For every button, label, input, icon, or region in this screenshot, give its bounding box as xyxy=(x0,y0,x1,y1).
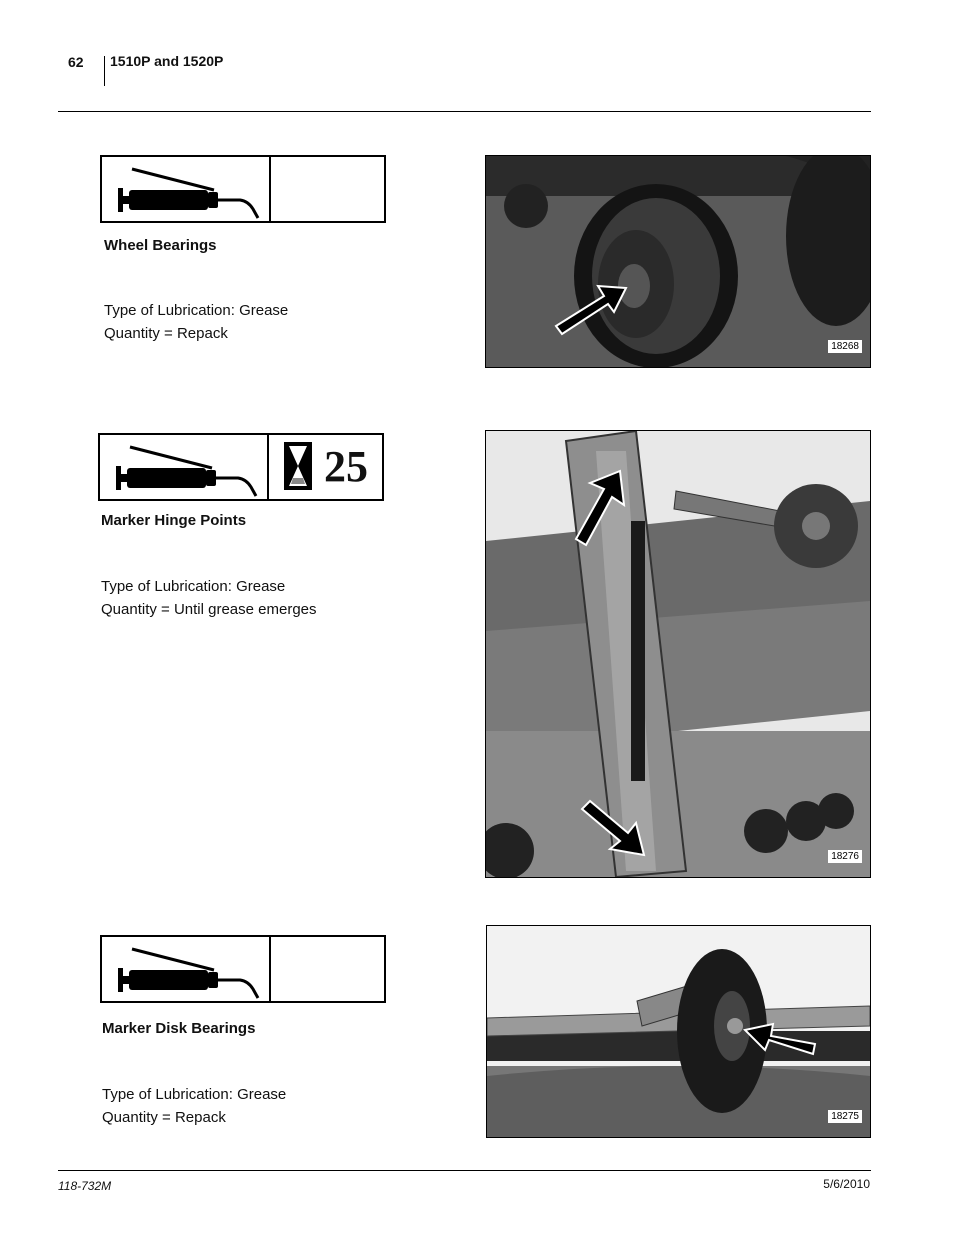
header-rule xyxy=(58,111,871,112)
section-title-marker-hinge-points: Marker Hinge Points xyxy=(101,512,247,529)
photo-marker-disk-bearings xyxy=(486,925,871,1138)
lube-icon-box-marker-disk-bearings xyxy=(100,935,386,1003)
photo-wheel-bearings xyxy=(485,155,871,368)
photo-marker-hinge-points xyxy=(485,430,871,878)
lubrication-type-marker-hinge-points: Type of Lubrication: Grease xyxy=(101,578,286,595)
quantity-marker-disk-bearings: Quantity = Repack xyxy=(102,1109,226,1126)
grease-gun-icon xyxy=(110,941,275,999)
publication-date: 5/6/2010 xyxy=(823,1177,870,1191)
lube-box-divider xyxy=(269,157,271,221)
section-title-wheel-bearings: Wheel Bearings xyxy=(104,237,217,254)
lubrication-type-wheel-bearings: Type of Lubrication: Grease xyxy=(104,302,289,319)
quantity-marker-hinge-points: Quantity = Until grease emerges xyxy=(101,601,317,618)
grease-gun-icon xyxy=(110,161,275,219)
lube-icon-box-wheel-bearings xyxy=(100,155,386,223)
figure-number: 18275 xyxy=(828,1110,862,1123)
figure-number: 18276 xyxy=(828,850,862,863)
lube-box-divider xyxy=(267,435,269,499)
quantity-wheel-bearings: Quantity = Repack xyxy=(104,325,228,342)
document-number: 118-732M xyxy=(58,1179,112,1193)
figure-number: 18268 xyxy=(828,340,862,353)
footer-rule xyxy=(58,1170,871,1171)
lube-box-divider xyxy=(269,937,271,1001)
hourglass-icon xyxy=(284,442,312,490)
interval-hours: 25 xyxy=(324,442,368,491)
page-header-title: 1510P and 1520P xyxy=(110,53,224,69)
lube-icon-box-marker-hinge-points xyxy=(98,433,384,501)
section-title-marker-disk-bearings: Marker Disk Bearings xyxy=(102,1020,256,1037)
lubrication-type-marker-disk-bearings: Type of Lubrication: Grease xyxy=(102,1086,287,1103)
header-divider xyxy=(104,56,105,86)
grease-gun-icon xyxy=(108,439,273,497)
page-number: 62 xyxy=(68,54,84,70)
